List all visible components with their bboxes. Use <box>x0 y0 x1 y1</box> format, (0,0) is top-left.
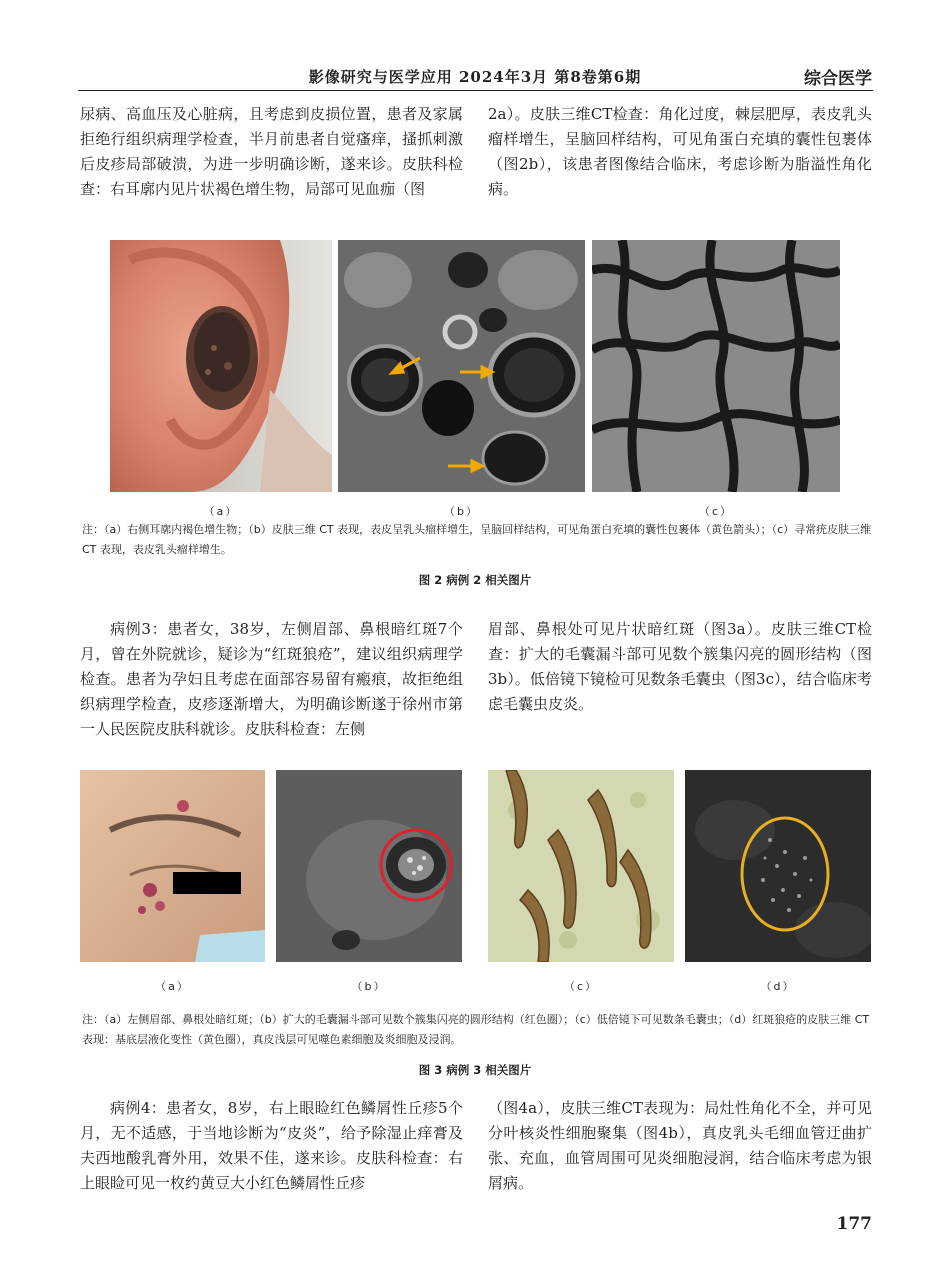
figure2c-label: （c） <box>698 505 734 518</box>
case3-right-paragraph: 眉部、鼻根处可见片状暗红斑（图3a）。皮肤三维CT检查：扩大的毛囊漏斗部可见数个簇集闪亮的圆形结构（图3b）。低倍镜下镜检可见数条毛囊虫（图3c），结合临床考虑毛囊虫皮炎。 <box>488 620 872 713</box>
top-left-column <box>80 102 463 202</box>
figure3-note: 注：（a）左侧眉部、鼻根处暗红斑；（b）扩大的毛囊漏斗部可见数个簇集闪亮的圆形结构（红色圈）；（c）低倍镜下可见数条毛囊虫；（d）红斑狼疮的皮肤三维 CT 表现：基底层液化变性（黄色圈），真皮浅层可见噬色素细胞及炎细胞及浸润。 <box>82 1013 870 1046</box>
section-label: 综合医学 <box>804 69 872 89</box>
figure3c-microscopy-image <box>488 770 674 962</box>
figure3d-ct-image <box>685 770 871 962</box>
figure3c-label: （c） <box>563 980 599 993</box>
top-right-paragraph: 2a）。皮肤三维CT检查：角化过度，棘层肥厚，表皮乳头瘤样增生，呈脑回样结构，可见角蛋白充填的囊性包裹体（图2b），该患者图像结合临床，考虑诊断为脂溢性角化病。 <box>488 105 872 198</box>
case3-right-column <box>488 617 872 717</box>
case4-right-column <box>488 1096 872 1196</box>
header-rule <box>78 90 873 91</box>
journal-header: 影像研究与医学应用 2024年3月 第8卷第6期 <box>308 68 642 86</box>
page-number: 177 <box>836 1214 872 1234</box>
figure3b-label: （b） <box>351 980 387 993</box>
figure3a-label: （a） <box>155 980 190 993</box>
top-right-column <box>488 102 872 202</box>
top-left-paragraph: 尿病、高血压及心脏病，且考虑到皮损位置，患者及家属拒绝行组织病理学检查，半月前患者自觉瘙痒，搔抓刺激后皮疹局部破溃，为进一步明确诊断，遂来诊。皮肤科检查：右耳廓内见片状褐色增生物，局部可见血痂（图 <box>80 105 463 198</box>
figure2a-label: （a） <box>203 505 239 518</box>
figure3a-face-photo <box>80 770 265 962</box>
figure2b-ct-image <box>338 240 585 492</box>
figure2a-ear-photo <box>110 240 332 492</box>
figure3d-label: （d） <box>760 980 796 993</box>
figure3b-ct-image <box>276 770 462 962</box>
case4-left-column <box>80 1096 463 1196</box>
figure2b-label: （b） <box>444 505 479 518</box>
case3-left-paragraph: 病例3：患者女，38岁，左侧眉部、鼻根暗红斑7个月，曾在外院就诊，疑诊为“红斑狼疮”，建议组织病理学检查。患者为孕妇且考虑在面部容易留有瘢痕，故拒绝组织病理学检查，皮疹逐渐增大，为明确诊断遂于徐州市第一人民医院皮肤科就诊。皮肤科检查：左侧 <box>80 620 463 738</box>
figure3-title: 图 3 病例 3 相关图片 <box>418 1063 532 1077</box>
figure2-title: 图 2 病例 2 相关图片 <box>418 573 532 587</box>
case4-left-paragraph: 病例4：患者女，8岁，右上眼睑红色鳞屑性丘疹5个月，无不适感，于当地诊断为“皮炎”，给予除湿止痒膏及夫西地酸乳膏外用，效果不佳，遂来诊。皮肤科检查：右上眼睑可见一枚约黄豆大小红色鳞屑性丘疹 <box>80 1099 463 1192</box>
figure2-note: 注：（a）右侧耳廓内褐色增生物；（b）皮肤三维 CT 表现，表皮呈乳头瘤样增生，呈脑回样结构，可见角蛋白充填的囊性包裹体（黄色箭头）；（c）寻常疣皮肤三维 CT 表现，表皮乳头瘤样增生。 <box>82 523 872 556</box>
case4-right-paragraph: （图4a），皮肤三维CT表现为：局灶性角化不全，并可见分叶核炎性细胞聚集（图4b），真皮乳头毛细血管迂曲扩张、充血，血管周围可见炎细胞浸润，结合临床考虑为银屑病。 <box>488 1099 872 1192</box>
figure2c-ct-image <box>592 240 840 492</box>
case3-left-column <box>80 617 463 742</box>
